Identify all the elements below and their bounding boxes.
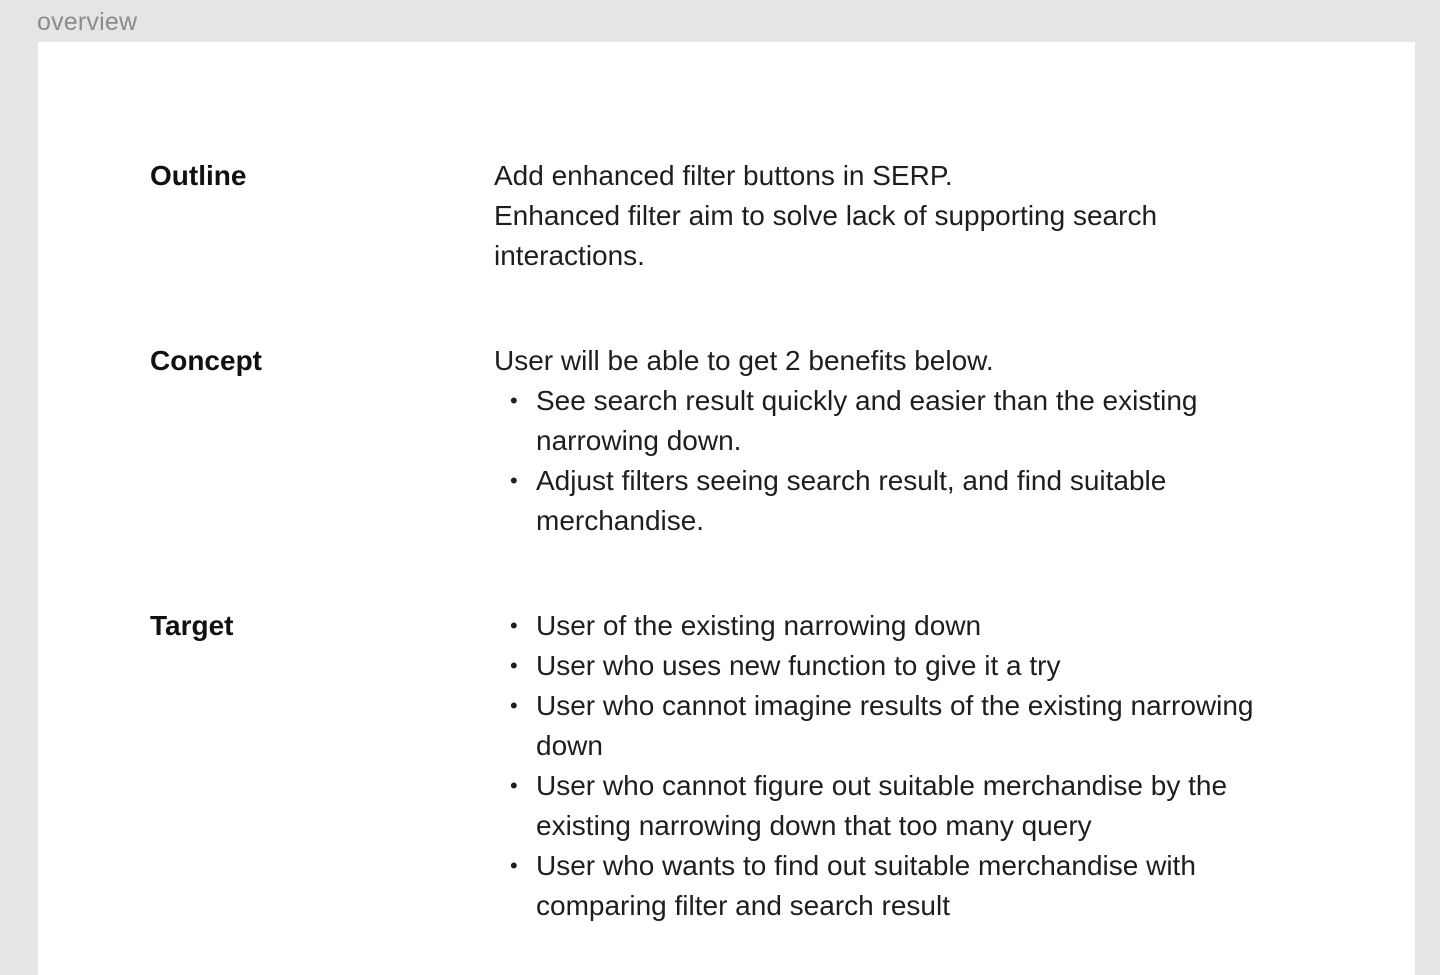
concept-heading: Concept [150,345,262,376]
outline-heading: Outline [150,160,247,191]
bullet-icon: • [510,468,518,493]
concept-content [494,341,1314,541]
bullet-icon: • [510,388,518,413]
concept-list-item [494,381,1314,461]
target-list-item [494,846,1314,926]
target-list-item [494,646,1314,686]
target-heading: Target [150,610,234,641]
target-item-text: User who cannot imagine results of the existing narrowing down [536,690,1254,761]
artboard-overview [38,42,1415,975]
target-list-item [494,606,1314,646]
target-list-item [494,766,1314,846]
concept-item-text: See search result quickly and easier than the existing narrowing down. [536,385,1198,456]
target-list-item [494,686,1314,766]
bullet-icon: • [510,773,518,798]
bullet-icon: • [510,853,518,878]
concept-intro: User will be able to get 2 benefits below. [494,345,994,376]
outline-line: Add enhanced filter buttons in SERP. [494,160,953,191]
bullet-icon: • [510,693,518,718]
target-item-text: User who wants to find out suitable merchandise with comparing filter and search result [536,850,1196,921]
target-item-text: User who uses new function to give it a try [536,650,1061,681]
target-list [494,606,1314,926]
concept-list-item [494,461,1314,541]
target-content [494,606,1314,926]
outline-content [494,156,1314,276]
concept-list [494,381,1314,541]
concept-item-text: Adjust filters seeing search result, and find suitable merchandise. [536,465,1167,536]
bullet-icon: • [510,613,518,638]
artboard-title[interactable]: overview [37,8,138,36]
outline-line: Enhanced filter aim to solve lack of supporting search interactions. [494,200,1158,271]
bullet-icon: • [510,653,518,678]
target-item-text: User who cannot figure out suitable merchandise by the existing narrowing down that too many query [536,770,1228,841]
target-item-text: User of the existing narrowing down [536,610,982,641]
